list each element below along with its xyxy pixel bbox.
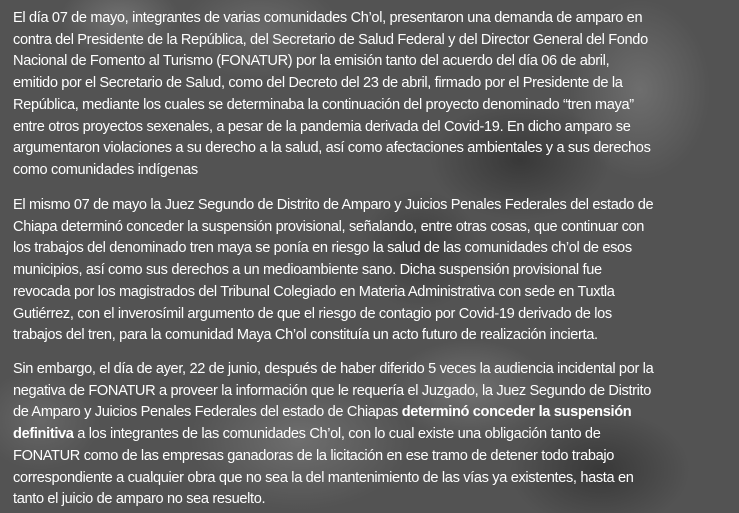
text: correspondiente a cualquier obra que no sea la del mantenimiento de las vías ya existentes, hasta en — [13, 469, 634, 486]
text: negativa de FONATUR a proveer la información que le requería el Juzgado, la Juez Segundo de Distrito — [13, 382, 652, 399]
text-line — [13, 402, 653, 424]
text-line: El mismo 07 de mayo la Juez Segundo de Distrito de Amparo y Juicios Penales Federales del estado de — [13, 197, 654, 213]
paragraph-definitive-suspension — [13, 359, 653, 511]
text-line — [13, 468, 653, 490]
paragraph-amparo-demand — [13, 8, 651, 182]
text-line — [13, 446, 653, 468]
text: a los integrantes de las comunidades Ch’ol, con lo cual existe una obligación tanto de — [73, 426, 601, 443]
text-line: municipios, así como sus derechos a un medioambiente sano. Dicha suspensión provisional fue — [13, 262, 602, 279]
text-line — [13, 489, 653, 511]
text-line: entre otros proyectos sexenales, a pesar de la pandemia derivada del Covid-19. En dicho amparo se — [13, 118, 631, 135]
text: Sin embargo, el día de ayer, 22 de junio, después de haber diferido 5 veces la audiencia incidental por la — [13, 361, 654, 377]
text: de Amparo y Juicios Penales Federales del estado de Chiapas — [13, 404, 402, 421]
bold-text: definitiva — [13, 426, 74, 443]
text: FONATUR como de las empresas ganadoras de la licitación en ese tramo de detener todo trabajo — [13, 447, 615, 464]
text-line: República, mediante los cuales se determinaba la continuación del proyecto denominado “tren maya” — [13, 96, 634, 113]
text-line: Nacional de Fomento al Turismo (FONATUR) por la emisión tanto del acuerdo del día 06 de abril, — [13, 53, 610, 70]
text-line — [13, 424, 653, 446]
text-line: Chiapa determinó conceder la suspensión provisional, señalando, entre otras cosas, que continuar con — [13, 218, 645, 235]
text-line: contra del Presidente de la República, del Secretario de Salud Federal y del Director General del Fondo — [13, 31, 648, 48]
text-line: Gutiérrez, con el inverosímil argumento de que el riesgo de contagio por Covid-19 derivado de los — [13, 305, 612, 322]
paragraph-provisional-suspension — [13, 195, 653, 347]
text-line: los trabajos del denominado tren maya se ponía en riesgo la salud de las comunidades ch’ol de esos — [13, 240, 632, 257]
text-line: argumentaron violaciones a su derecho a la salud, así como afectaciones ambientales y a sus derechos — [13, 140, 651, 157]
text-line — [13, 381, 653, 403]
text: tanto el juicio de amparo no sea resuelto. — [13, 491, 266, 508]
text-line: emitido por el Secretario de Salud, como del Decreto del 23 de abril, firmado por el Presidente de la — [13, 75, 623, 92]
text-line: como comunidades indígenas — [13, 161, 198, 178]
bold-text: determinó conceder la suspensión — [401, 404, 632, 421]
text-line: trabajos del tren, para la comunidad Maya Ch’ol constituía un acto futuro de realización incierta. — [13, 327, 598, 344]
text-line — [13, 359, 653, 381]
text-line: El día 07 de mayo, integrantes de varias comunidades Ch’ol, presentaron una demanda de amparo en — [13, 10, 643, 26]
text-line: revocada por los magistrados del Tribunal Colegiado en Materia Administrativa con sede en Tuxtla — [13, 283, 615, 300]
